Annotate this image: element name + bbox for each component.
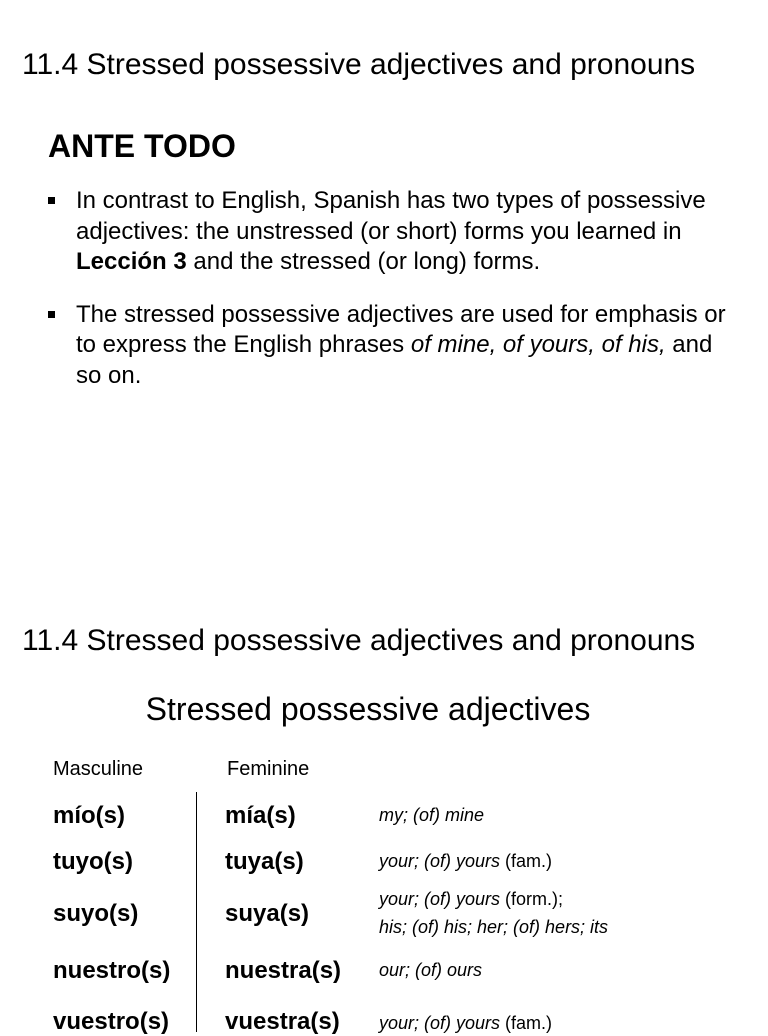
bullet-item (48, 186, 728, 278)
meaning-italic: your; (of) yours (379, 851, 501, 871)
meaning (379, 887, 563, 911)
feminine-form: vuestra(s) (225, 1008, 340, 1035)
meaning-note: (form.); (500, 889, 564, 909)
masculine-form: vuestro(s) (53, 1008, 170, 1035)
bullet-text: and the stressed (or long) forms. (186, 248, 541, 275)
meaning-italic: your; (of) yours (379, 889, 501, 909)
masculine-form: tuyo(s) (53, 848, 133, 875)
feminine-form: mía(s) (225, 802, 296, 829)
bullet-text-bold: Lección 3 (76, 248, 187, 275)
meaning (379, 958, 482, 982)
column-divider (196, 792, 197, 1032)
meaning-note: (fam.) (500, 1013, 553, 1033)
bullet-text: In contrast to English, Spanish has two types of possessive adjectives: the unstressed (or short) forms you learned in (76, 187, 706, 245)
square-bullet-icon (48, 197, 55, 204)
masculine-form: nuestro(s) (53, 957, 171, 984)
feminine-form: tuya(s) (225, 848, 304, 875)
bullet-text: The stressed possessive adjectives are used for emphasis or to express the English phrases (76, 300, 726, 358)
bullet-item (48, 300, 728, 392)
meaning (379, 849, 552, 873)
feminine-form: suya(s) (225, 900, 310, 927)
bullet-text: and so on. (76, 331, 713, 389)
bullet-list (48, 186, 728, 413)
feminine-form: nuestra(s) (225, 957, 342, 984)
table-heading: Stressed possessive adjectives (145, 691, 591, 727)
meaning-note: (fam.) (500, 851, 553, 871)
slide-title: 11.4 Stressed possessive adjectives and pronouns (22, 624, 696, 657)
masculine-form: mío(s) (53, 802, 125, 829)
meaning-line2: his; (of) his; her; (of) hers; its (379, 917, 609, 937)
column-header-feminine: Feminine (227, 758, 310, 780)
bullet-text-italic: of mine, of yours, of his, (410, 331, 666, 358)
slide-title: 11.4 Stressed possessive adjectives and pronouns (22, 48, 696, 81)
meaning (379, 803, 484, 827)
section-heading: ANTE TODO (48, 128, 236, 164)
masculine-form: suyo(s) (53, 900, 139, 927)
meaning-italic: my; (of) mine (379, 805, 485, 825)
meaning-italic: our; (of) ours (379, 960, 483, 980)
meaning-italic: your; (of) yours (379, 1013, 501, 1033)
meaning (379, 1011, 552, 1035)
column-header-masculine: Masculine (53, 758, 144, 780)
square-bullet-icon (48, 311, 55, 318)
